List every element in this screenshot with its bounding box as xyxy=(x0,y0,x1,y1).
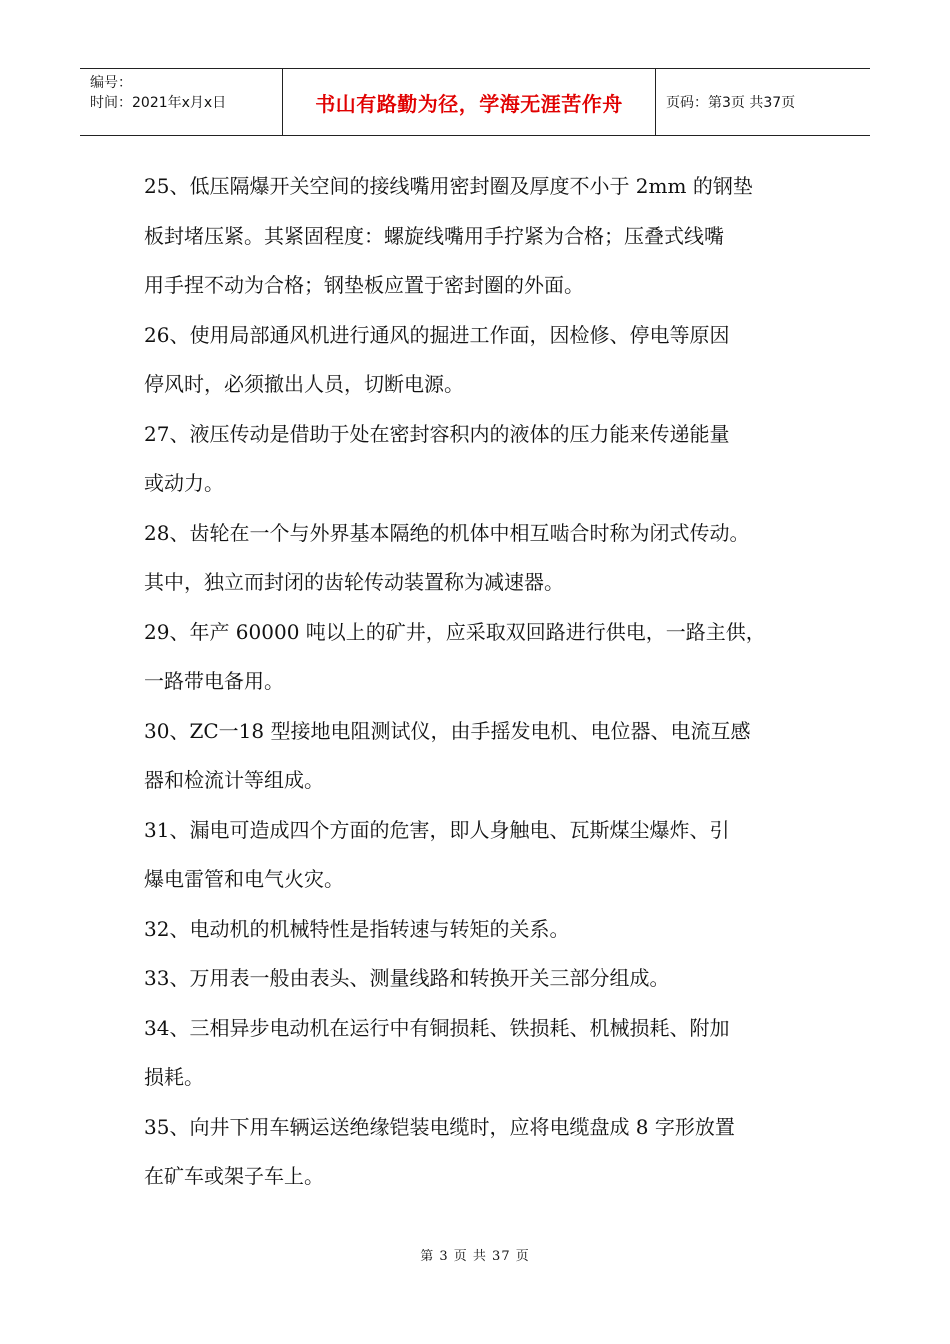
list-item xyxy=(144,509,824,608)
list-item xyxy=(144,311,824,410)
header-page-info: 页码：第3页 共37页 xyxy=(666,95,796,111)
text-line: 29、年产 60000 吨以上的矿井，应采取双回路进行供电，一路主供， xyxy=(144,619,766,644)
text-line: 30、ZC一18 型接地电阻测试仪，由手摇发电机、电位器、电流互感 xyxy=(144,718,751,743)
text-line: 32、电动机的机械特性是指转速与转矩的关系。 xyxy=(144,916,570,941)
text-line: 34、三相异步电动机在运行中有铜损耗、铁损耗、机械损耗、附加 xyxy=(144,1015,730,1040)
document-number-label: 编号： xyxy=(90,75,132,91)
document-date: 时间：2021年x月x日 xyxy=(90,95,227,111)
list-item xyxy=(144,608,824,707)
list-item xyxy=(144,954,824,1004)
header-meta xyxy=(80,69,283,135)
text-line: 停风时，必须撤出人员，切断电源。 xyxy=(144,372,464,396)
page-footer: 第 3 页 共 37 页 xyxy=(420,1249,530,1264)
list-item xyxy=(144,1004,824,1103)
text-line: 其中，独立而封闭的齿轮传动装置称为减速器。 xyxy=(144,570,564,594)
list-item xyxy=(144,806,824,905)
text-line: 25、低压隔爆开关空间的接线嘴用密封圈及厚度不小于 2mm 的钢垫 xyxy=(144,174,753,198)
text-line: 板封堵压紧。其紧固程度：螺旋线嘴用手拧紧为合格；压叠式线嘴 xyxy=(144,223,724,248)
text-line: 或动力。 xyxy=(144,471,224,495)
text-line: 28、齿轮在一个与外界基本隔绝的机体中相互啮合时称为闭式传动。 xyxy=(144,520,750,545)
text-line: 在矿车或架子车上。 xyxy=(144,1164,324,1188)
list-item xyxy=(144,1103,824,1202)
list-item xyxy=(144,707,824,806)
list-item xyxy=(144,162,824,311)
text-line: 爆电雷管和电气火灾。 xyxy=(144,867,344,891)
text-line: 一路带电备用。 xyxy=(144,669,284,693)
text-line: 损耗。 xyxy=(144,1065,204,1089)
text-line: 35、向井下用车辆运送绝缘铠装电缆时，应将电缆盘成 8 字形放置 xyxy=(144,1114,735,1139)
list-item xyxy=(144,905,824,955)
header-motto: 书山有路勤为径，学海无涯苦作舟 xyxy=(283,69,656,135)
text-line: 器和检流计等组成。 xyxy=(144,768,324,792)
page-header xyxy=(80,68,870,136)
text-line: 33、万用表一般由表头、测量线路和转换开关三部分组成。 xyxy=(144,966,670,990)
text-line: 用手捏不动为合格；钢垫板应置于密封圈的外面。 xyxy=(144,273,584,297)
text-line: 27、液压传动是借助于处在密封容积内的液体的压力能来传递能量 xyxy=(144,421,730,446)
list-item xyxy=(144,410,824,509)
document-body xyxy=(144,162,824,1202)
text-line: 26、使用局部通风机进行通风的掘进工作面，因检修、停电等原因 xyxy=(144,322,730,347)
text-line: 31、漏电可造成四个方面的危害，即人身触电、瓦斯煤尘爆炸、引 xyxy=(144,817,730,842)
